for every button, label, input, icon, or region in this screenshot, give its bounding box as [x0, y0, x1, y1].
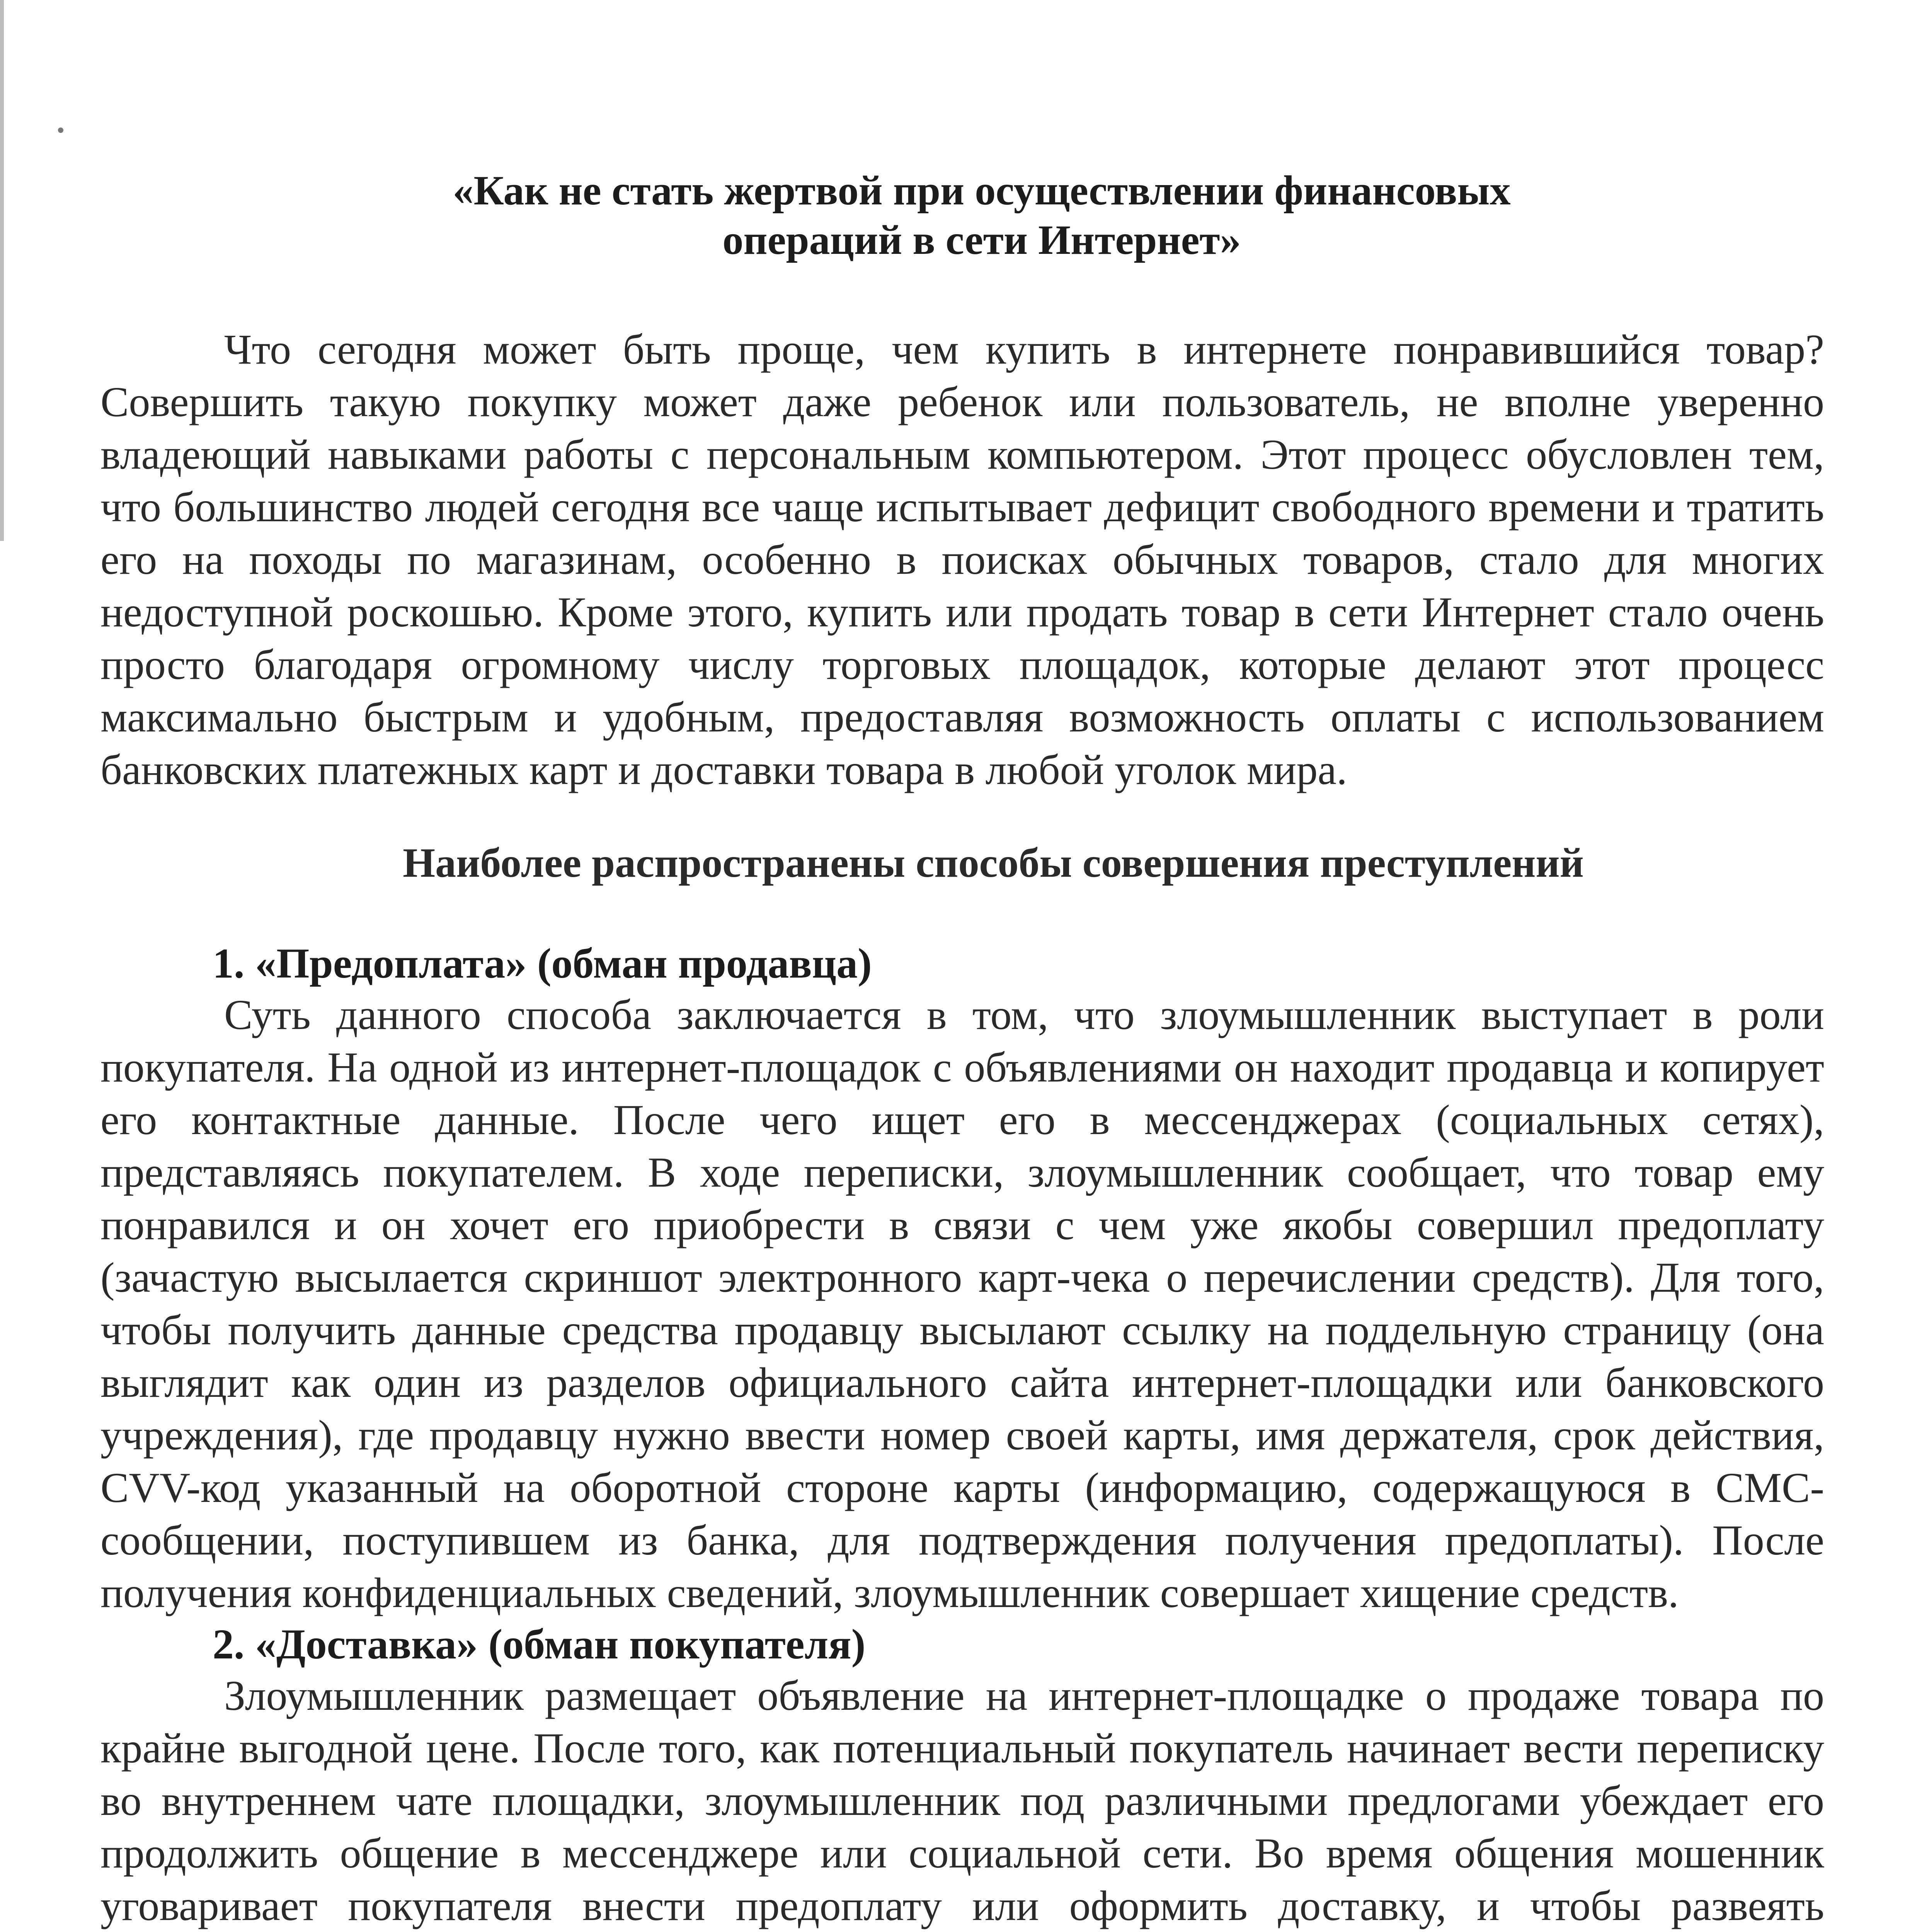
- item-heading-delivery: 2. «Доставка» (обман покупателя): [213, 1621, 866, 1668]
- title-line-2: операций в сети Интернет»: [722, 217, 1241, 263]
- item-text-delivery: Злоумышленник размещает объявление на интернет-площадке о продаже товара по крайне выгодной цене. После того, как потенциальный покупатель начинает вести переписку во внутреннем чате площадки, злоумышленник под различными предлогами убеждает его продолжить общение в мессенджере или социальной сети. Во время общения мошенник уговаривает покупателя внести предоплату или оформить доставку, и чтобы развеять: [100, 1672, 1824, 1929]
- scan-edge-mark: [0, 0, 4, 541]
- scan-speck: [58, 128, 63, 133]
- item-text-prepayment: Суть данного способа заключается в том, что злоумышленник выступает в роли покупателя. На одной из интернет-площадок с объявлениями он находит продавца и копирует его контактные данные. После чего ищет его в мессенджерах (социальных сетях), представляясь покупателем. В ходе переписки, злоумышленник сообщает, что товар ему понравился и он хочет его приобрести в связи с чем уже якобы совершил предоплату (зачастую высылается скриншот электронного карт-чека о перечислении средств). Для того, чтобы получить данные средства продавцу высылают ссылку на поддельную страницу (она выглядит как один из разделов официального сайта интернет-площадки или банковского учреждения), где продавцу нужно ввести номер своей карты, имя держателя, срок действия, CVV-код указанный на оборотной стороне карты (информацию, содержащуюся в СМС-сообщении, поступившем из банка, для подтверждения получения предоплаты). После получения конфиденциальных сведений, злоумышленник совершает хищение средств.: [100, 991, 1824, 1616]
- intro-paragraph: Что сегодня может быть проще, чем купить в интернете понравившийся товар? Совершить такую покупку может даже ребенок или пользователь, не вполне уверенно владеющий навыками работы с персональным компьютером. Этот процесс обусловлен тем, что большинство людей сегодня все чаще испытывает дефицит свободного времени и тратить его на походы по магазинам, особенно в поисках обычных товаров, стало для многих недоступной роскошью. Кроме этого, купить или продать товар в сети Интернет стало очень просто благодаря огромному числу торговых площадок, которые делают этот процесс максимально быстрым и удобным, предоставляя возможность оплаты с использованием банковских платежных карт и доставки товара в любой уголок мира.: [100, 326, 1824, 793]
- section-heading: Наиболее распространены способы совершения преступлений: [403, 840, 1584, 886]
- document-title: [100, 166, 1824, 265]
- item-delivery: [100, 1619, 1824, 1932]
- item-heading-prepayment: 1. «Предоплата» (обман продавца): [213, 940, 872, 987]
- item-prepayment: [100, 938, 1824, 1619]
- title-line-1: «Как не стать жертвой при осуществлении финансовых: [453, 168, 1511, 214]
